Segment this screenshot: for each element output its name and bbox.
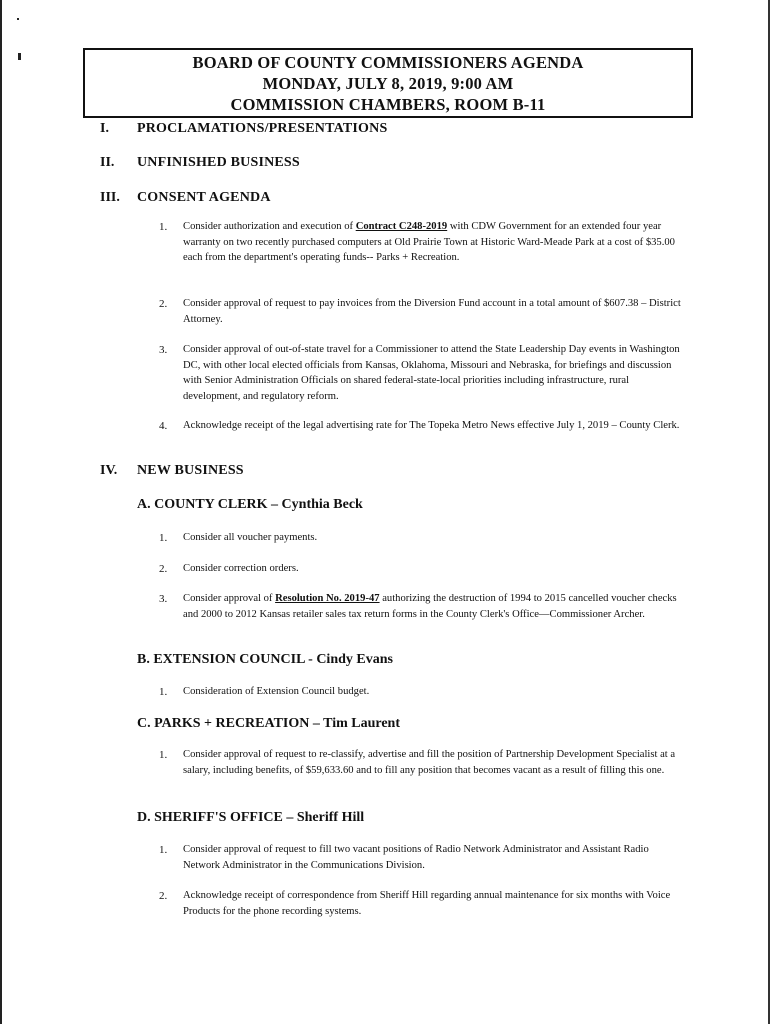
section-number: I. (100, 121, 109, 136)
header-date: MONDAY, JULY 8, 2019, 9:00 AM (262, 73, 514, 93)
header-location: COMMISSION CHAMBERS, ROOM B-11 (230, 94, 546, 114)
consent-item-2: Consider approval of request to pay invoices from the Diversion Fund account in a total amount of $607.38 – District Attorney. (183, 298, 681, 325)
section-title-proclamations: PROCLAMATIONS/PRESENTATIONS (137, 121, 388, 136)
scan-edge-left (0, 0, 2, 1024)
clerk-item-1: Consider all voucher payments. (183, 532, 318, 543)
item-text: with CDW Government for an extended four year warranty on two recently purchased computers at Old Prairie Town at Historic Ward-Meade Park at a cost of $35.00 each from the department's operating funds-- Parks + Recreation. (183, 221, 675, 264)
consent-item-3: Consider approval of out-of-state travel for a Commissioner to attend the State Leadership Day events in Washington DC, with other local elected officials from Kansas, Oklahoma, Missouri and Nebraska, for briefings and discussion with Senior Administration Officials on shared federal-state-local priorities including infrastructure, rural development, and regulatory reform. (183, 344, 680, 402)
item-number: 4. (159, 420, 168, 432)
item-number: 3. (159, 344, 168, 356)
sheriff-item-2: Acknowledge receipt of correspondence from Sheriff Hill regarding annual maintenance for six months with Voice Products for the phone recording systems. (183, 890, 671, 917)
agenda-header (83, 48, 693, 118)
section-number: III. (100, 190, 120, 205)
subsection-sheriffs-office: D. SHERIFF'S OFFICE – Sheriff Hill (137, 810, 365, 825)
item-text: Consider authorization and execution of (183, 221, 356, 232)
contract-link[interactable]: Contract C248-2019 (355, 221, 448, 232)
item-text: Consider approval of (183, 593, 276, 604)
item-number: 1. (159, 844, 168, 856)
section-number: II. (100, 155, 115, 170)
resolution-link[interactable]: Resolution No. 2019-47 (275, 593, 380, 604)
item-number: 3. (159, 593, 168, 605)
section-title-unfinished-business: UNFINISHED BUSINESS (137, 155, 300, 170)
item-number: 1. (159, 749, 168, 761)
item-number: 1. (159, 686, 168, 698)
subsection-county-clerk: A. COUNTY CLERK – Cynthia Beck (137, 497, 363, 512)
sheriff-item-1: Consider approval of request to fill two vacant positions of Radio Network Administrator and Assistant Radio Network Administrator in the Communications Division. (183, 844, 649, 871)
extension-item-1: Consideration of Extension Council budget. (183, 686, 370, 697)
clerk-item-2: Consider correction orders. (183, 563, 299, 574)
parks-item-1: Consider approval of request to re-classify, advertise and fill the position of Partnership Development Specialist at a salary, including benefits, of $59,633.60 and to fill any position that becomes vacant as a result of filling this one. (183, 749, 676, 776)
item-number: 2. (159, 298, 168, 310)
header-title: BOARD OF COUNTY COMMISSIONERS AGENDA (192, 52, 584, 72)
section-title-consent-agenda: CONSENT AGENDA (137, 190, 271, 205)
consent-item-1 (183, 219, 683, 266)
subsection-parks-recreation: C. PARKS + RECREATION – Tim Laurent (137, 716, 400, 731)
item-number: 2. (159, 890, 168, 902)
item-number: 2. (159, 563, 168, 575)
item-number: 1. (159, 221, 168, 233)
consent-item-4: Acknowledge receipt of the legal advertising rate for The Topeka Metro News effective July 1, 2019 – County Clerk. (183, 420, 680, 431)
clerk-item-3 (183, 591, 683, 622)
item-number: 1. (159, 532, 168, 544)
item-text: authorizing the destruction of 1994 to 2015 cancelled voucher checks and 2000 to 2012 Kansas retailer sales tax return forms in the County Clerk's Office—Commissioner Archer. (183, 593, 677, 620)
scan-speck (17, 18, 19, 20)
section-number: IV. (100, 463, 118, 478)
subsection-extension-council: B. EXTENSION COUNCIL - Cindy Evans (137, 652, 393, 667)
scan-speck (18, 53, 21, 60)
section-title-new-business: NEW BUSINESS (137, 463, 244, 478)
